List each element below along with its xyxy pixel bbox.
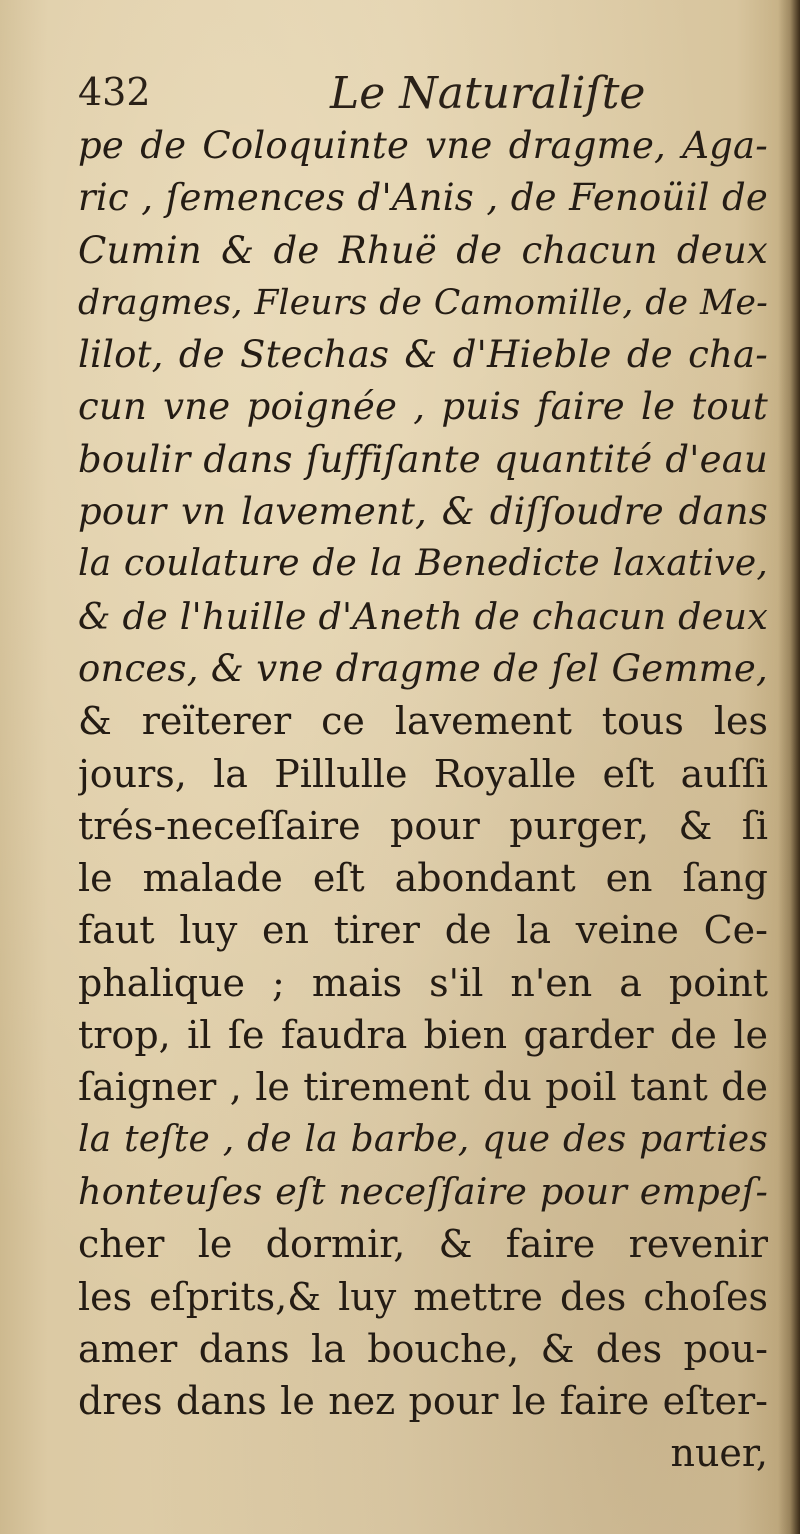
text-line: honteuſes eſt neceſſaire pour empeſ- — [78, 1169, 768, 1213]
text-line: la coulature de la Benedicte laxative, — [78, 543, 768, 585]
text-line: nuer, — [670, 1431, 768, 1476]
text-line: jours, la Pillulle Royalle eſt auſſi — [78, 751, 768, 796]
text-line: la teſte , de la barbe, que des parties — [78, 1118, 768, 1160]
body-text — [78, 120, 768, 1480]
page-header — [78, 62, 758, 122]
page-number: 432 — [78, 70, 151, 114]
text-line: dragmes, Fleurs de Camomille, de Me- — [78, 282, 768, 323]
text-line: pour vn lavement, & diſſoudre dans — [78, 490, 768, 534]
text-line: phalique ; mais s'il n'en a point — [78, 960, 768, 1005]
text-line: pe de Coloquinte vne dragme, Aga- — [78, 124, 768, 167]
text-line: & reïterer ce lavement tous les — [78, 699, 768, 744]
text-line: cun vne poignée , puis faire le tout — [78, 385, 768, 429]
text-line: le malade eſt abondant en ſang — [78, 856, 768, 901]
text-line: Cumin & de Rhuë de chacun deux — [78, 228, 768, 272]
text-line: trop, il ſe faudra bien garder de le — [78, 1013, 768, 1058]
text-line: cher le dormir, & faire revenir — [78, 1222, 768, 1267]
text-line: onces, & vne dragme de ſel Gemme, — [78, 646, 768, 690]
text-line: amer dans la bouche, & des pou- — [78, 1326, 768, 1371]
text-line: ſaigner , le tirement du poil tant de — [78, 1065, 768, 1110]
text-line: dres dans le nez pour le faire eſter- — [78, 1379, 768, 1424]
text-line: les eſprits,& luy mettre des choſes — [78, 1274, 768, 1319]
text-line: ric , ſemences d'Anis , de Fenoüil de — [78, 176, 768, 220]
text-line: faut luy en tirer de la veine Ce- — [78, 908, 768, 953]
running-title: Le Naturaliſte — [330, 68, 646, 119]
text-line: lilot, de Stechas & d'Hieble de cha- — [78, 333, 768, 377]
text-line: trés-neceſſaire pour purger, & ſi — [78, 803, 768, 848]
text-line: boulir dans ſuffiſante quantité d'eau — [78, 437, 768, 481]
text-line: & de l'huille d'Aneth de chacun deux — [78, 594, 768, 638]
page-gutter-shadow — [778, 0, 800, 1534]
